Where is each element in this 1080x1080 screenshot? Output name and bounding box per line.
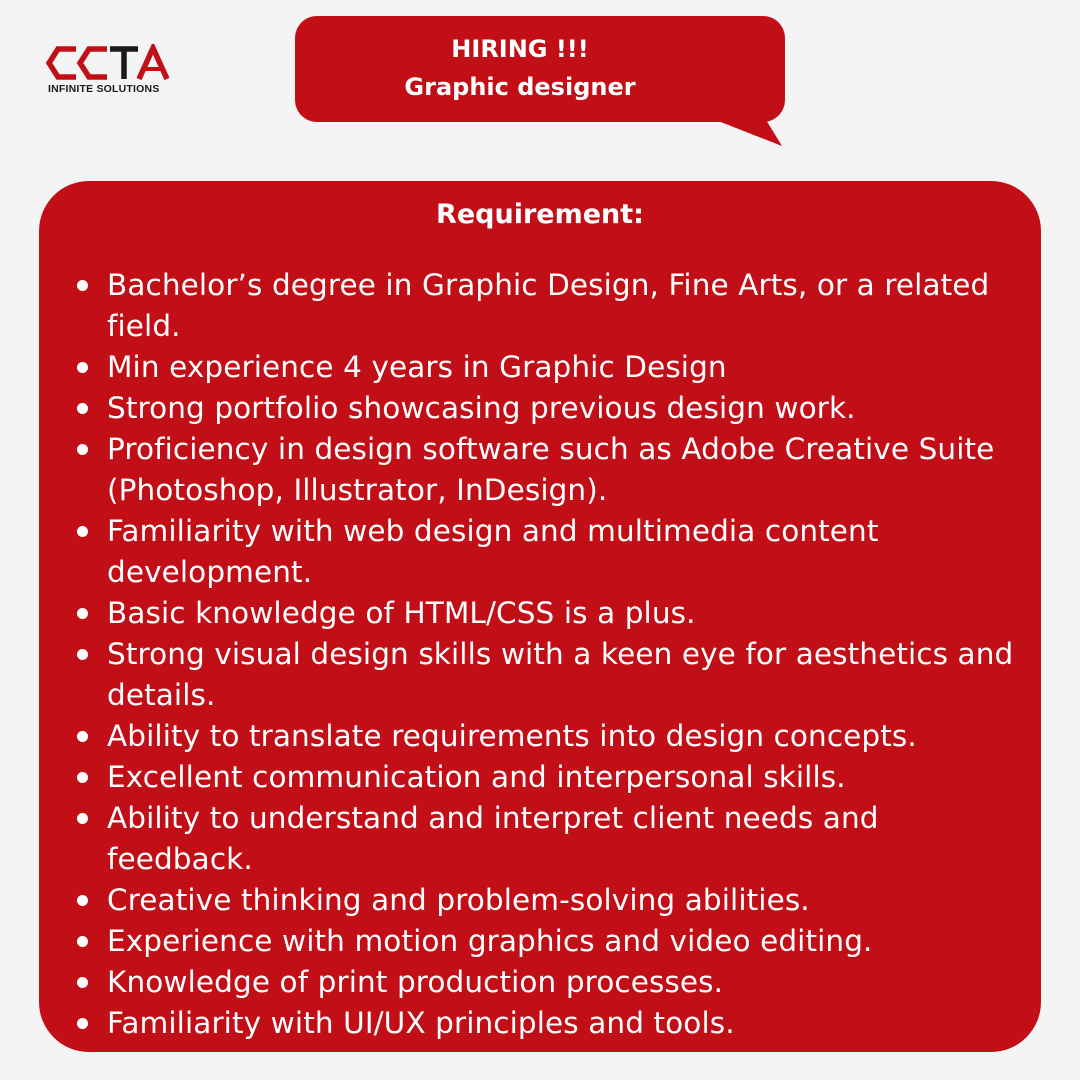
list-item-text: Bachelor’s degree in Graphic Design, Fine Arts, or a related field. [107,268,990,343]
bullet-icon [77,936,88,947]
bullet-icon [77,403,88,414]
list-item-text: Familiarity with UI/UX principles and tools. [107,1006,735,1040]
requirements-panel [39,181,1041,1052]
bullet-icon [77,280,88,291]
hiring-speech-bubble [295,16,785,122]
list-item [39,921,1041,962]
octa-logo-mark [46,44,170,82]
company-logo [46,44,176,100]
list-item [39,757,1041,798]
list-item-text: Creative thinking and problem-solving abilities. [107,883,810,917]
bullet-icon [77,772,88,783]
list-item-text: Min experience 4 years in Graphic Design [107,350,727,384]
list-item-text: Strong portfolio showcasing previous design work. [107,391,856,425]
bullet-icon [77,444,88,455]
list-item [39,347,1041,388]
list-item [39,265,1041,347]
list-item [39,634,1041,716]
list-item [39,593,1041,634]
bullet-icon [77,526,88,537]
list-item [39,798,1041,880]
list-item-text: Excellent communication and interpersonal skills. [107,760,846,794]
list-item-text: Basic knowledge of HTML/CSS is a plus. [107,596,696,630]
hiring-label: HIRING !!! [451,35,589,63]
requirements-list [39,265,1041,1044]
list-item-text: Knowledge of print production processes. [107,965,724,999]
bullet-icon [77,608,88,619]
requirements-title: Requirement: [436,199,644,230]
list-item-text: Ability to understand and interpret client needs and feedback. [107,801,879,876]
list-item-text: Ability to translate requirements into design concepts. [107,719,917,753]
position-title: Graphic designer [404,73,636,101]
list-item [39,1003,1041,1044]
bullet-icon [77,977,88,988]
list-item [39,716,1041,757]
list-item [39,962,1041,1003]
list-item [39,388,1041,429]
list-item-text: Experience with motion graphics and video editing. [107,924,873,958]
bullet-icon [77,649,88,660]
bullet-icon [77,813,88,824]
list-item [39,429,1041,511]
list-item-text: Familiarity with web design and multimedia content development. [107,514,879,589]
list-item [39,511,1041,593]
list-item-text: Proficiency in design software such as Adobe Creative Suite (Photoshop, Illustrator, InDesign). [107,432,995,507]
bullet-icon [77,362,88,373]
bullet-icon [77,731,88,742]
hiring-heading [295,30,745,106]
list-item-text: Strong visual design skills with a keen eye for aesthetics and details. [107,637,1014,712]
bullet-icon [77,1018,88,1029]
bullet-icon [77,895,88,906]
logo-tagline: INFINITE SOLUTIONS [48,83,160,95]
list-item [39,880,1041,921]
